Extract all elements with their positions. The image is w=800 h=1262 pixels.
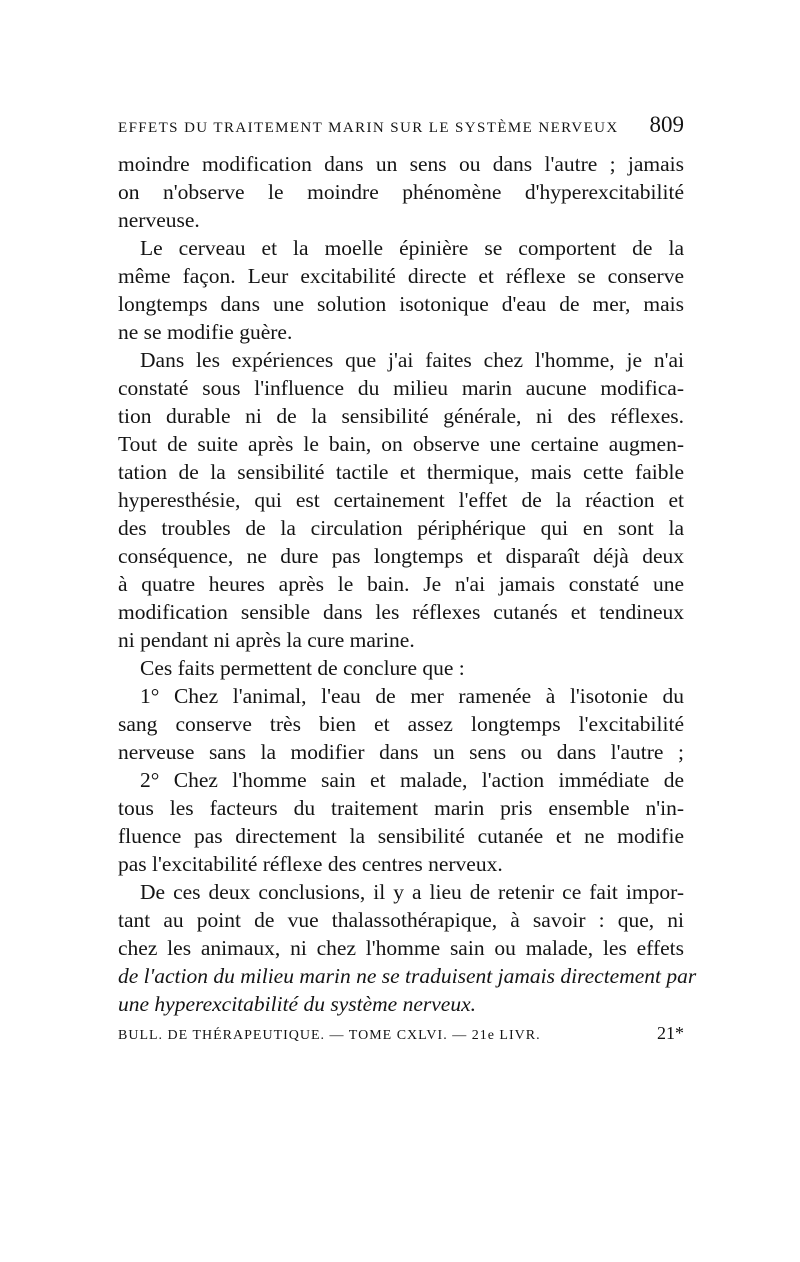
text-line: des troubles de la circulation périphérique qui en sont la [118,516,684,540]
page-number: 809 [649,112,684,137]
text-line: constaté sous l'influence du milieu marin aucune modifica- [118,376,684,400]
text-line: longtemps dans une solution isotonique d'eau de mer, mais [118,292,684,316]
text-line: fluence pas directement la sensibilité cutanée et ne modifie [118,824,684,848]
text-line: pas l'excitabilité réflexe des centres nerveux. [118,852,503,876]
text-line: De ces deux conclusions, il y a lieu de retenir ce fait impor- [140,880,684,904]
text-line: tation de la sensibilité tactile et thermique, mais cette faible [118,460,684,484]
text-line: conséquence, ne dure pas longtemps et disparaît déjà deux [118,544,684,568]
text-line: à quatre heures après le bain. Je n'ai jamais constaté une [118,572,684,596]
text-line: Tout de suite après le bain, on observe une certaine augmen- [118,432,684,456]
bulletin-reference: BULL. DE THÉRAPEUTIQUE. — TOME CXLVI. — 21e LIVR. [118,1028,541,1043]
text-line-italic: de l'action du milieu marin ne se traduisent jamais directement par [118,964,697,988]
text-line: tous les facteurs du traitement marin pris ensemble n'in- [118,796,684,820]
text-line: même façon. Leur excitabilité directe et réflexe se conserve [118,264,684,288]
text-line: nerveuse sans la modifier dans un sens ou dans l'autre ; [118,740,684,764]
text-line: tion durable ni de la sensibilité générale, ni des réflexes. [118,404,684,428]
text-line: Ces faits permettent de conclure que : [140,656,465,680]
text-line: ne se modifie guère. [118,320,293,344]
text-line: nerveuse. [118,208,200,232]
text-line: moindre modification dans un sens ou dans l'autre ; jamais [118,152,684,176]
text-line: modification sensible dans les réflexes cutanés et tendineux [118,600,684,624]
text-line: 1° Chez l'animal, l'eau de mer ramenée à l'isotonie du [140,684,684,708]
text-line-italic: une hyperexcitabilité du système nerveux. [118,992,476,1016]
text-line: sang conserve très bien et assez longtemps l'excitabilité [118,712,684,736]
signature-mark: 21* [657,1023,684,1043]
running-title: EFFETS DU TRAITEMENT MARIN SUR LE SYSTÈME NERVEUX [118,120,619,136]
page-header [118,112,684,138]
text-line: chez les animaux, ni chez l'homme sain ou malade, les effets [118,936,684,960]
page-footer [118,1023,684,1044]
text-line: hyperesthésie, qui est certainement l'effet de la réaction et [118,488,684,512]
text-line: 2° Chez l'homme sain et malade, l'action immédiate de [140,768,684,792]
text-line: Le cerveau et la moelle épinière se comportent de la [140,236,684,260]
text-line: ni pendant ni après la cure marine. [118,628,415,652]
body-text [118,150,697,1018]
text-line: Dans les expériences que j'ai faites chez l'homme, je n'ai [140,348,684,372]
text-line: on n'observe le moindre phénomène d'hyperexcitabilité [118,180,684,204]
text-line: tant au point de vue thalassothérapique, à savoir : que, ni [118,908,684,932]
